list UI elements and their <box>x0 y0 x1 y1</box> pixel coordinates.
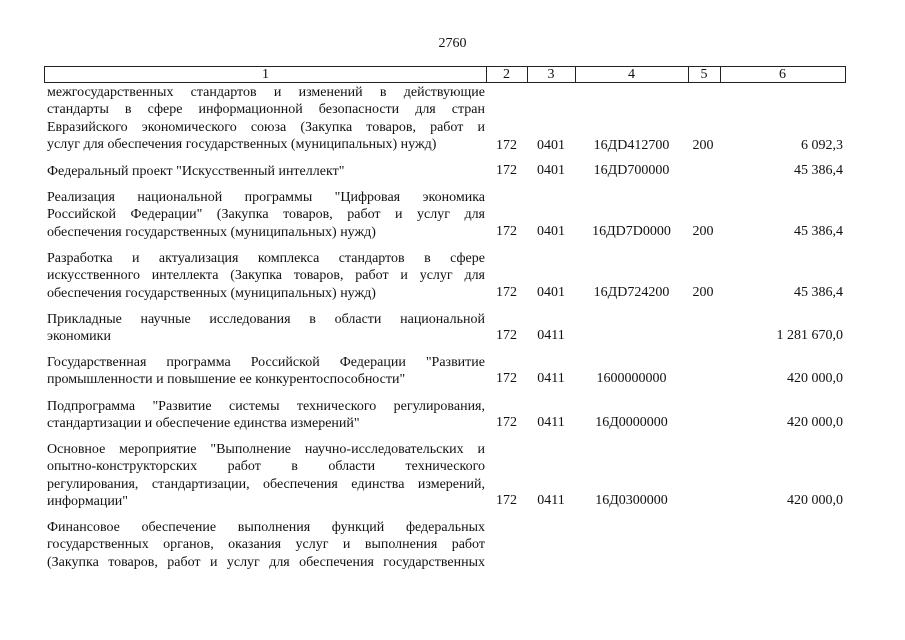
header-col-4: 4 <box>575 67 689 82</box>
row-description <box>47 189 485 241</box>
description-line: регулирования, стандартизации, обеспечения единства измерений, <box>47 476 485 492</box>
cell-col-6: 6 092,3 <box>801 138 843 153</box>
description-line: Федеральный проект "Искусственный интеллект" <box>47 164 345 179</box>
cell-col-2: 172 <box>496 328 517 343</box>
cell-col-4: 16ДD700000 <box>593 163 670 178</box>
header-col-2: 2 <box>486 67 528 82</box>
description-line: промышленности и повышение ее конкурентоспособности" <box>47 372 406 388</box>
description-line: опытно-конструкторских работ в области технического <box>47 459 485 475</box>
cell-col-2: 172 <box>496 163 517 178</box>
cell-col-2: 172 <box>496 493 517 508</box>
row-description <box>47 354 485 389</box>
row-description <box>47 398 485 433</box>
cell-col-3: 0401 <box>537 285 565 300</box>
cell-col-5: 200 <box>692 285 714 300</box>
cell-col-6: 420 000,0 <box>787 371 843 386</box>
cell-col-3: 0401 <box>537 224 565 239</box>
row-description <box>47 519 485 571</box>
cell-col-6: 420 000,0 <box>787 493 843 508</box>
description-line: Основное мероприятие "Выполнение научно-исследовательских и <box>47 442 485 457</box>
cell-col-5: 200 <box>692 224 714 239</box>
row-description <box>47 250 485 302</box>
row-description <box>47 163 485 180</box>
description-line: стандарты в сфере информационной безопасности для стран <box>47 102 485 118</box>
header-col-1: 1 <box>45 67 487 82</box>
cell-col-4: 16ДD7D0000 <box>592 224 671 239</box>
description-line: Финансовое обеспечение выполнения функций федеральных <box>47 520 485 535</box>
cell-col-6: 420 000,0 <box>787 415 843 430</box>
cell-col-2: 172 <box>496 285 517 300</box>
cell-col-5: 200 <box>692 138 714 153</box>
table-header <box>44 66 846 83</box>
description-line: стандартизации и обеспечение единства измерений" <box>47 416 360 432</box>
cell-col-4: 1600000000 <box>596 371 667 386</box>
row-description <box>47 441 485 511</box>
row-description <box>47 84 485 154</box>
header-col-5: 5 <box>688 67 721 82</box>
cell-col-3: 0401 <box>537 163 565 178</box>
cell-col-6: 45 386,4 <box>794 224 843 239</box>
description-line: Российской Федерации" (Закупка товаров, работ и услуг для <box>47 207 485 223</box>
description-line: экономики <box>47 329 111 345</box>
cell-col-3: 0411 <box>537 328 565 343</box>
description-line: межгосударственных стандартов и изменений в действующие <box>47 85 485 100</box>
description-line: обеспечения государственных (муниципальных) нужд) <box>47 224 376 240</box>
row-description <box>47 311 485 346</box>
cell-col-3: 0411 <box>537 493 565 508</box>
description-line: Евразийского экономического союза (Закупка товаров, работ и <box>47 119 485 135</box>
description-line: Разработка и актуализация комплекса стандартов в сфере <box>47 251 485 266</box>
cell-col-2: 172 <box>496 224 517 239</box>
description-line: Реализация национальной программы "Цифровая экономика <box>47 190 485 205</box>
description-line: услуг для обеспечения государственных (муниципальных) нужд) <box>47 137 437 153</box>
cell-col-6: 1 281 670,0 <box>776 328 843 343</box>
description-line: (Закупка товаров, работ и услуг для обеспечения государственных <box>47 554 485 570</box>
cell-col-3: 0411 <box>537 371 565 386</box>
cell-col-2: 172 <box>496 138 517 153</box>
page-number: 2760 <box>438 36 467 51</box>
description-line: государственных органов, оказания услуг и выполнения работ <box>47 537 485 553</box>
cell-col-4: 16Д0000000 <box>595 415 668 430</box>
cell-col-4: 16ДD412700 <box>593 138 670 153</box>
cell-col-2: 172 <box>496 371 517 386</box>
cell-col-3: 0411 <box>537 415 565 430</box>
cell-col-4: 16Д0300000 <box>595 493 668 508</box>
description-line: Государственная программа Российской Федерации "Развитие <box>47 355 485 370</box>
description-line: искусственного интеллекта (Закупка товаров, работ и услуг для <box>47 268 485 284</box>
cell-col-2: 172 <box>496 415 517 430</box>
cell-col-6: 45 386,4 <box>794 163 843 178</box>
header-col-3: 3 <box>527 67 576 82</box>
description-line: информации" <box>47 494 129 510</box>
cell-col-3: 0401 <box>537 138 565 153</box>
cell-col-6: 45 386,4 <box>794 285 843 300</box>
header-col-6: 6 <box>779 67 786 82</box>
cell-col-4: 16ДD724200 <box>593 285 670 300</box>
description-line: обеспечения государственных (муниципальных) нужд) <box>47 285 376 301</box>
description-line: Подпрограмма "Развитие системы технического регулирования, <box>47 399 485 414</box>
description-line: Прикладные научные исследования в области национальной <box>47 312 485 327</box>
